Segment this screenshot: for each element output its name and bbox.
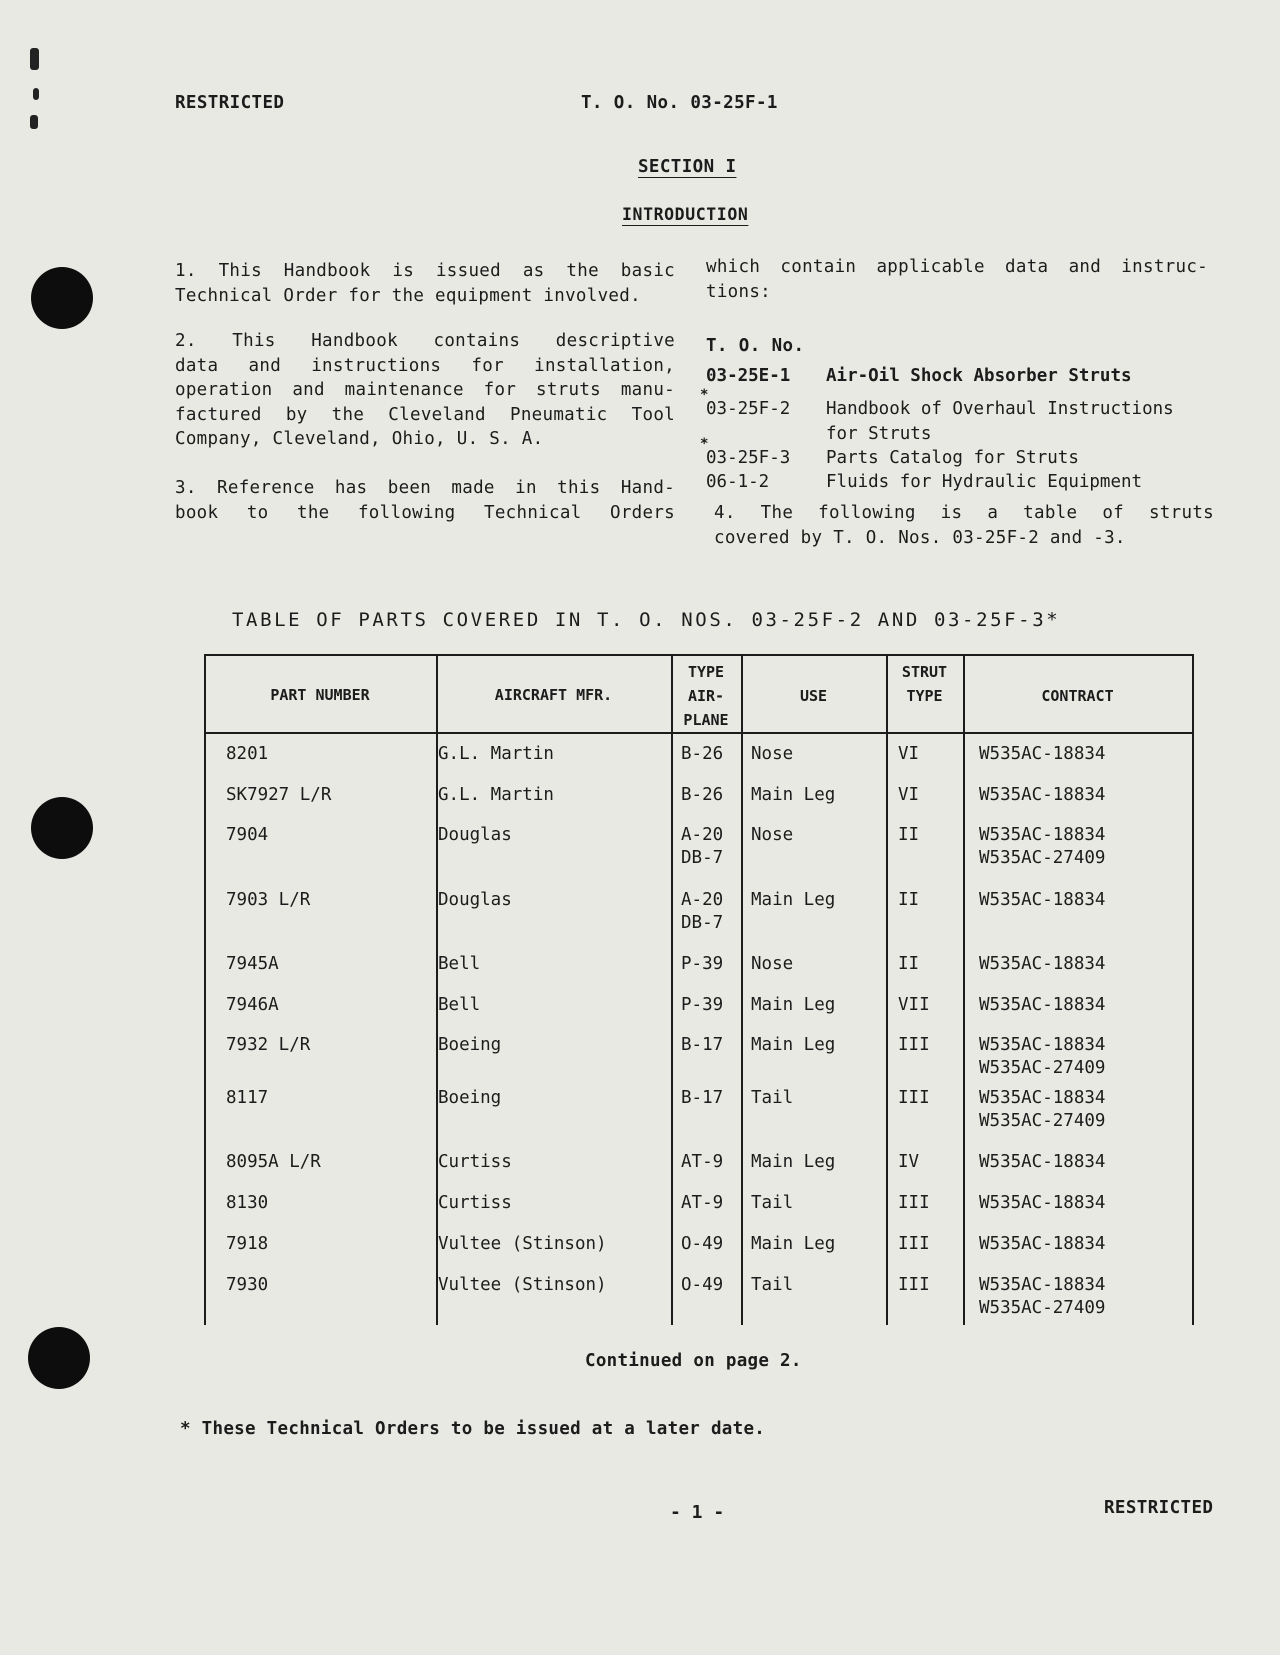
table-cell-part: 8117 [226,1088,269,1108]
table-cell-mfr: Boeing [438,1088,502,1108]
table-cell-type: O-49 [681,1234,724,1254]
header-type-airplane: TYPE AIR- PLANE [683,663,729,729]
table-cell-use: Nose [751,825,794,845]
page-number: - 1 - [670,1502,725,1523]
table-cell-strut: II [898,954,920,974]
table-cell-mfr: Douglas [438,890,512,910]
paragraph-4: 4. The following is a table of struts covered by T. O. Nos. 03-25F-2 and -3. [714,503,1214,548]
table-cell-type: P-39 [681,954,724,974]
table-cell-contract-alt: W535AC-27409 [979,1111,1106,1131]
table-cell-type: AT-9 [681,1193,724,1213]
references-heading: T. O. No. [706,336,805,356]
table-cell-mfr: Bell [438,995,481,1015]
table-cell-use: Main Leg [751,890,836,910]
table-cell-contract: W535AC-18834 [979,825,1106,845]
table-cell-type-alt: DB-7 [681,848,724,868]
table-cell-type: B-17 [681,1088,724,1108]
table-cell-use: Main Leg [751,995,836,1015]
header-part-number: PART NUMBER [270,686,370,704]
footer-restricted: RESTRICTED [1104,1498,1214,1518]
table-cell-strut: II [898,890,920,910]
table-title: TABLE OF PARTS COVERED IN T. O. NOS. 03-25F-2 AND 03-25F-3* [232,609,1061,631]
table-cell-use: Nose [751,954,794,974]
table-cell-strut: VII [898,995,930,1015]
table-cell-contract: W535AC-18834 [979,1193,1106,1213]
table-cell-part: 7945A [226,954,279,974]
table-cell-strut: III [898,1275,930,1295]
table-cell-contract: W535AC-18834 [979,1035,1106,1055]
table-cell-use: Tail [751,1088,794,1108]
table-cell-strut: II [898,825,920,845]
table-cell-contract: W535AC-18834 [979,785,1106,805]
table-cell-part: 7930 [226,1275,269,1295]
table-cell-strut: III [898,1035,930,1055]
table-cell-use: Nose [751,744,794,764]
table-cell-part: 7904 [226,825,269,845]
table-cell-use: Tail [751,1193,794,1213]
table-cell-type: A-20 [681,825,724,845]
header-use: USE [799,687,828,705]
header-contract: CONTRACT [1041,687,1114,705]
paragraph-3-continued: which contain applicable data and instruc- tions: [706,257,1208,302]
header-to-number: T. O. No. 03-25F-1 [581,93,778,113]
table-cell-strut: III [898,1193,930,1213]
header-restricted: RESTRICTED [175,93,285,113]
table-cell-contract: W535AC-18834 [979,995,1106,1015]
table-cell-mfr: G.L. Martin [438,785,554,805]
table-cell-mfr: Vultee (Stinson) [438,1234,607,1254]
section-heading: SECTION I [638,157,737,177]
table-cell-mfr: Boeing [438,1035,502,1055]
table-cell-type: B-26 [681,744,724,764]
parts-table [204,654,1194,1325]
table-cell-strut: VI [898,744,920,764]
table-cell-contract: W535AC-18834 [979,1152,1106,1172]
table-cell-type-alt: DB-7 [681,913,724,933]
table-cell-part: 7918 [226,1234,269,1254]
table-cell-contract: W535AC-18834 [979,744,1106,764]
table-cell-contract: W535AC-18834 [979,954,1106,974]
table-cell-type: A-20 [681,890,724,910]
table-cell-mfr: Vultee (Stinson) [438,1275,607,1295]
table-cell-strut: VI [898,785,920,805]
table-cell-contract: W535AC-18834 [979,1088,1106,1108]
table-cell-use: Main Leg [751,1035,836,1055]
table-cell-strut: IV [898,1152,920,1172]
header-aircraft-mfr: AIRCRAFT MFR. [494,686,613,704]
table-cell-strut: III [898,1234,930,1254]
table-cell-type: B-26 [681,785,724,805]
paragraph-2: 2. This Handbook contains descriptive data and instructions for installation, operation and maintenance for struts manu- factured by the Cleveland Pneumatic Tool Company, Cleveland, Ohio, U. S. A. [175,331,675,449]
table-cell-contract: W535AC-18834 [979,1234,1106,1254]
table-cell-part: 8130 [226,1193,269,1213]
binder-hole-top [31,267,93,329]
table-cell-part: SK7927 L/R [226,785,332,805]
table-cell-part: 8095A L/R [226,1152,321,1172]
table-cell-part: 7932 L/R [226,1035,311,1055]
asterisk-mark: * [700,387,709,403]
footnote: * These Technical Orders to be issued at a later date. [180,1419,766,1439]
table-cell-mfr: Bell [438,954,481,974]
table-cell-part: 8201 [226,744,269,764]
header-strut-type: STRUT TYPE [901,663,948,705]
table-cell-use: Main Leg [751,1234,836,1254]
table-cell-part: 7903 L/R [226,890,311,910]
staple-mark [30,48,39,70]
section-title: INTRODUCTION [622,205,749,224]
table-cell-mfr: G.L. Martin [438,744,554,764]
table-cell-use: Main Leg [751,1152,836,1172]
table-cell-contract: W535AC-18834 [979,890,1106,910]
table-cell-type: B-17 [681,1035,724,1055]
table-cell-strut: III [898,1088,930,1108]
table-cell-contract-alt: W535AC-27409 [979,1298,1106,1318]
table-cell-type: AT-9 [681,1152,724,1172]
asterisk-mark: * [700,436,709,452]
binder-hole-middle [31,797,93,859]
table-cell-contract-alt: W535AC-27409 [979,1058,1106,1078]
table-cell-mfr: Douglas [438,825,512,845]
table-cell-use: Main Leg [751,785,836,805]
table-cell-contract-alt: W535AC-27409 [979,848,1106,868]
table-cell-type: P-39 [681,995,724,1015]
table-cell-mfr: Curtiss [438,1193,512,1213]
table-cell-use: Tail [751,1275,794,1295]
paragraph-1: 1. This Handbook is issued as the basic Technical Order for the equipment involved. [175,261,675,306]
table-cell-mfr: Curtiss [438,1152,512,1172]
table-cell-part: 7946A [226,995,279,1015]
continued-note: Continued on page 2. [585,1351,802,1371]
table-cell-contract: W535AC-18834 [979,1275,1106,1295]
binder-hole-bottom [28,1327,90,1389]
staple-mark [30,115,38,129]
document-page: RESTRICTED T. O. No. 03-25F-1 SECTION I INTRODUCTION 1. This Handbook is issued as the basic Technical Order for the equipment involved. 2. This Handbook contains descriptive data and instructions for installation, operation and maintenance for struts manu- factured by the Cleveland Pneumatic Tool Company, Cleveland, Ohio, U. S. A. 3. Reference has been made in this Hand- book to the following Technical Orders which contain applicable data and instruc- tions: T. O. No. 03-25E-1 Air-Oil Shock Absorber Struts * 03-25F-2 Handbook of Overhaul Instructions for Struts * 03-25F-3 Parts Catalog for Struts 06-1-2 Fluids for Hydraulic Equipment 4. The following is a table of struts covered by T. O. Nos. 03-25F-2 and -3. TABLE OF PARTS COVERED IN T. O. NOS. 03-25F-2 AND 03-25F-3* PART NUMBER AIRCRAFT MFR. TYPE AIR- PLANE USE STRUT TYPE CONTRACT 8201 G.L. Martin B-26 Nose VI W535AC-18834 SK7927 L/R G.L. Martin B-26 Main Leg VI W535AC-18834 7904 Douglas A-20 Nose II W535AC-18834 DB-7 W535AC-27409 7903 L/R Douglas A-20 Main Leg II W535AC-18834 DB-7 7945A Bell P-39 Nose II W535AC-18834 7946A Bell P-39 Main Leg VII W535AC-18834 7932 L/R Boeing B-17 Main Leg III W535AC-18834 W535AC-27409 8117 Boeing B-17 Tail III W535AC-18834 W535AC-27409 8095A L/R Curtiss AT-9 Main Leg IV W535AC-18834 8130 Curtiss AT-9 Tail III W535AC-18834 7918 Vultee (Stinson) O-49 Main Leg III W535AC-18834 7930 Vultee (Stinson) O-49 Tail III W535AC-18834 W535AC-27409 Continued on page 2. * These Technical Orders to be issued at a later date. - 1 - RESTRICTED [0,0,1280,1655]
staple-mark [33,88,39,100]
table-cell-type: O-49 [681,1275,724,1295]
paragraph-3: 3. Reference has been made in this Hand- book to the following Technical Orders [175,478,675,523]
